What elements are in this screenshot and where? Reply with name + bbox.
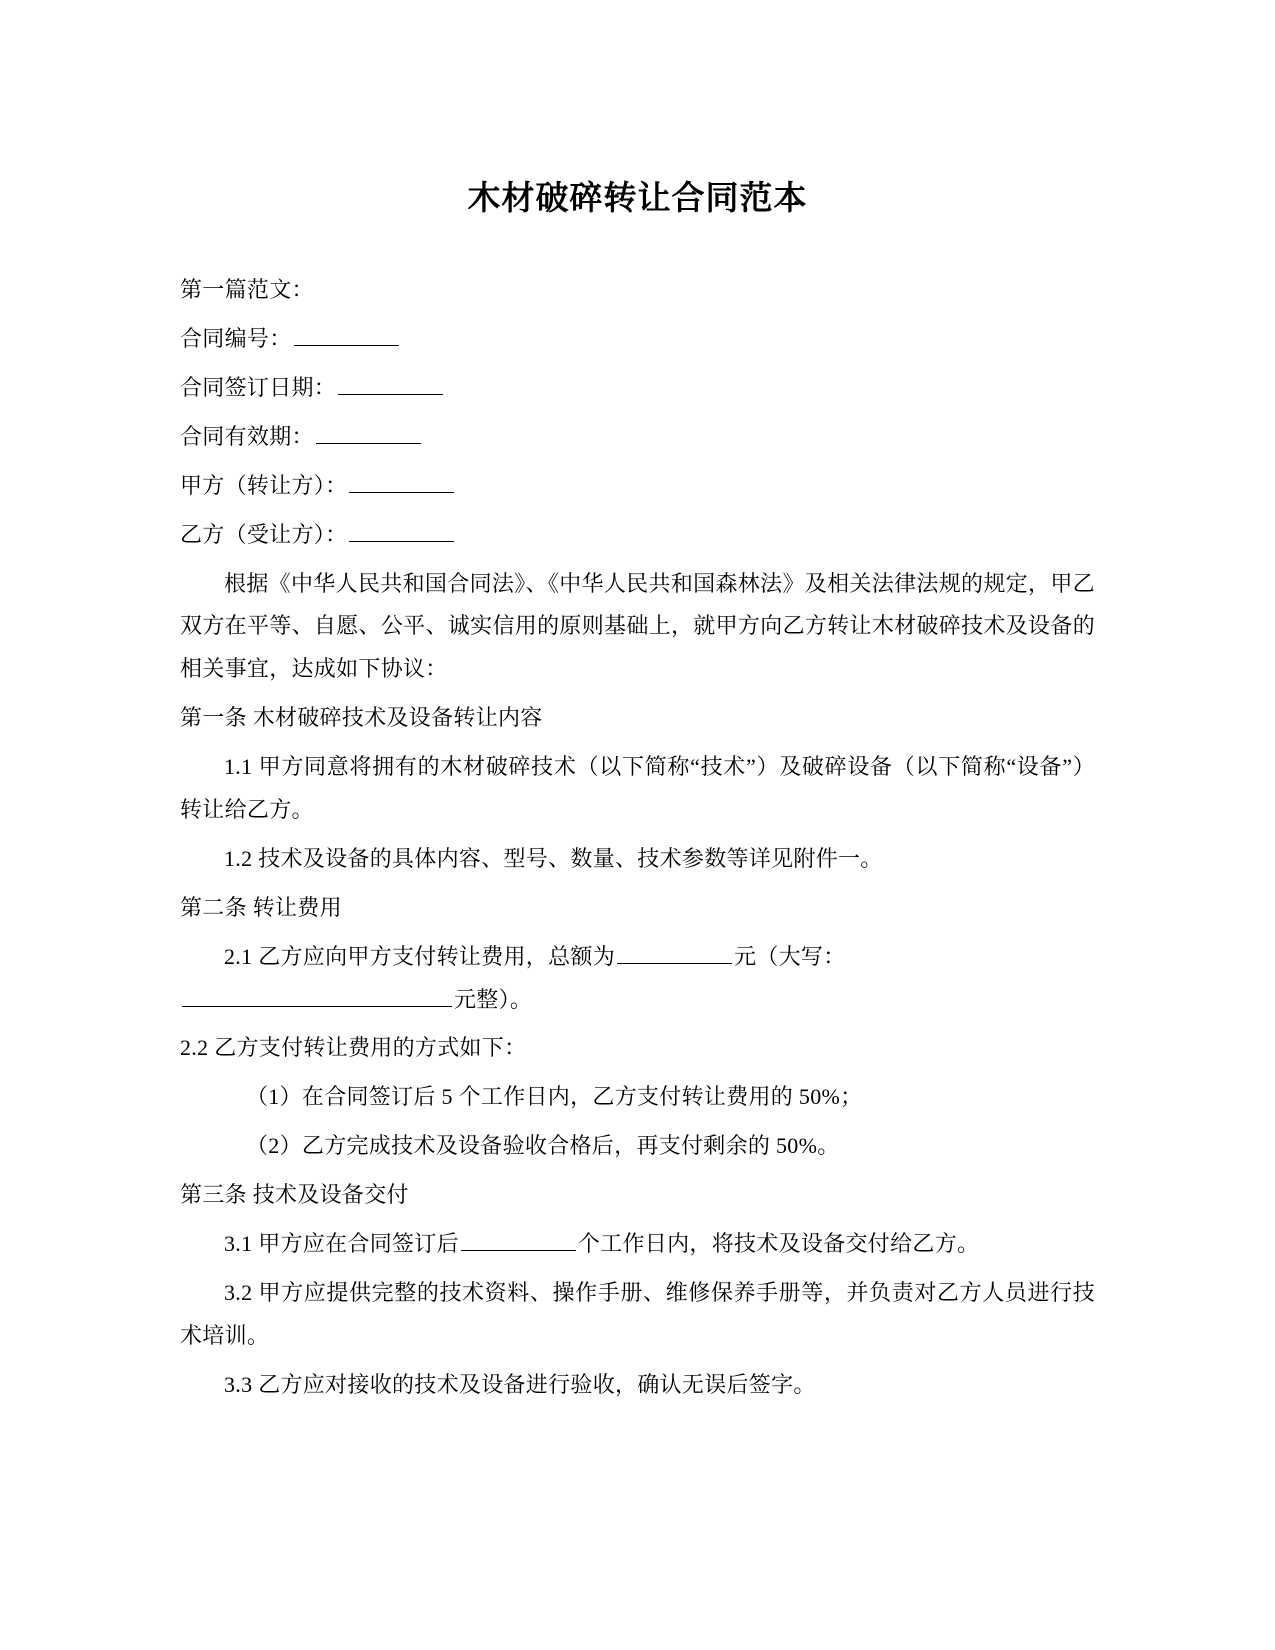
field-signing-date [180,367,1095,410]
paragraph-article-2-2-item-2: （2）乙方完成技术及设备验收合格后，再支付剩余的 50%。 [246,1133,840,1159]
delivery-days-blank[interactable] [461,1250,576,1251]
contract-number-label: 合同编号： [180,326,292,352]
party-b-blank[interactable] [349,541,454,542]
party-b-label: 乙方（受让方）： [180,521,348,547]
article-3-1-text-b: 个工作日内，将技术及设备交付给乙方。 [577,1231,980,1256]
article-2-1-text-c: 元整）。 [454,986,533,1012]
paragraph-article-3-1 [180,1223,1095,1266]
transfer-fee-words-blank[interactable] [182,1006,452,1007]
party-a-blank[interactable] [349,492,454,493]
contract-number-blank[interactable] [294,345,399,346]
paragraph-preamble: 根据《中华人民共和国合同法》、《中华人民共和国森林法》及相关法律法规的规定，甲乙双方在平等、自愿、公平、诚实信用的原则基础上，就甲方向乙方转让木材破碎技术及设备的相关事宜，达成如下协议： [180,570,1095,682]
field-contract-number [180,318,1095,361]
article-2-1-text-a: 2.1 乙方应向甲方支付转让费用，总额为 [224,943,616,969]
paragraph-article-2-1 [180,936,1095,1022]
paragraph-article-3-3: 3.3 乙方应对接收的技术及设备进行验收，确认无误后签字。 [224,1371,816,1397]
paragraph-article-2-2: 2.2 乙方支付转让费用的方式如下： [180,1035,527,1061]
paragraph-article-1-2: 1.2 技术及设备的具体内容、型号、数量、技术参数等详见附件一。 [224,845,883,871]
paragraph-article-3-2: 3.2 甲方应提供完整的技术资料、操作手册、维修保养手册等，并负责对乙方人员进行技术培训。 [180,1279,1095,1348]
party-a-label: 甲方（转让方）： [180,472,348,498]
paragraph-article-2-2-item-1: （1）在合同签订后 5 个工作日内，乙方支付转让费用的 50%； [246,1084,863,1110]
field-validity-period [180,416,1095,459]
field-party-a [180,465,1095,508]
field-party-b [180,514,1095,557]
signing-date-label: 合同签订日期： [180,374,337,400]
article-3-1-text-a: 3.1 甲方应在合同签订后 [224,1231,459,1256]
heading-article-1: 第一条 木材破碎技术及设备转让内容 [180,705,543,731]
article-2-1-text-b: 元（大写： [734,943,846,969]
paragraph-article-1-1: 1.1 甲方同意将拥有的木材破碎技术（以下简称“技术”）及破碎设备（以下简称“设备”）转让给乙方。 [180,754,1095,822]
heading-article-2: 第二条 转让费用 [180,894,342,920]
signing-date-blank[interactable] [338,394,443,395]
transfer-fee-amount-blank[interactable] [617,963,732,964]
intro-label-text: 第一篇范文： [180,277,314,303]
validity-period-blank[interactable] [316,443,421,444]
validity-period-label: 合同有效期： [180,423,314,449]
paragraph-intro-label [180,269,1095,312]
heading-article-3: 第三条 技术及设备交付 [180,1182,409,1208]
page-title: 木材破碎转让合同范本 [467,179,808,216]
